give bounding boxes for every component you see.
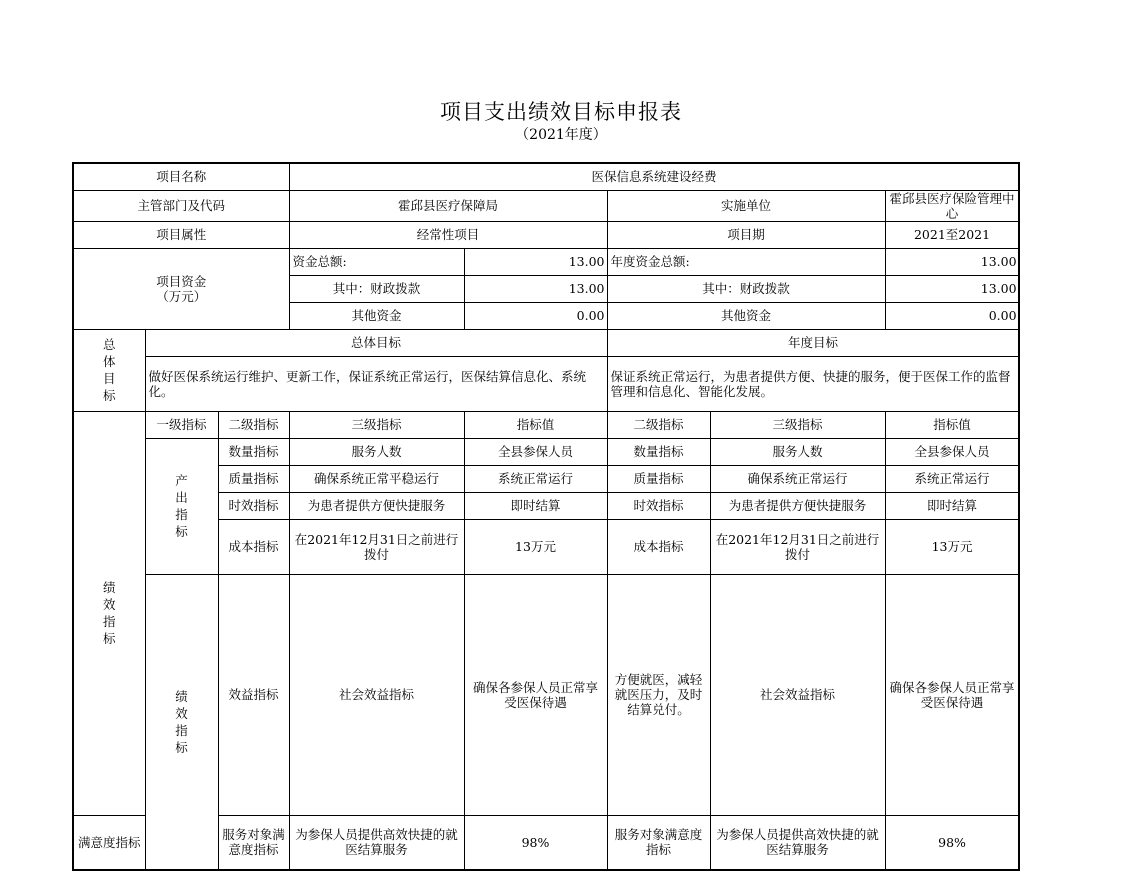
table-cell: 98% xyxy=(464,815,607,870)
other-funds-value: 0.00 xyxy=(464,302,607,329)
header-level2-annual: 二级指标 xyxy=(607,411,710,438)
perf-indicator-char: 效 xyxy=(102,597,116,612)
funds-label-line1: 项目资金 xyxy=(156,273,207,289)
page-title: 项目支出绩效目标申报表 xyxy=(440,100,682,124)
table-cell: 时效指标 xyxy=(607,492,710,519)
table-cell: 成本指标 xyxy=(218,519,289,574)
table-cell: 社会效益指标 xyxy=(289,574,464,815)
benefit-indicator-label: 效益指标 xyxy=(218,574,289,815)
table-cell: 确保系统正常平稳运行 xyxy=(289,465,464,492)
perf-indicator-char: 绩 xyxy=(175,688,188,704)
annual-other-funds-label: 其他资金 xyxy=(607,302,885,329)
output-indicator-label xyxy=(145,438,218,574)
table-cell: 13万元 xyxy=(464,519,607,574)
table-cell: 全县参保人员 xyxy=(885,438,1019,465)
output-indicator-char: 标 xyxy=(175,524,188,539)
table-cell: 确保各参保人员正常享受医保待遇 xyxy=(464,574,607,815)
perf-indicator-char: 效 xyxy=(175,705,188,721)
annual-fiscal-funds-label: 其中：财政拨款 xyxy=(607,275,885,302)
perf-indicator-char: 指 xyxy=(175,722,188,738)
project-attr-value: 经常性项目 xyxy=(289,221,607,248)
perf-indicator-char: 标 xyxy=(102,631,116,646)
table-cell: 即时结算 xyxy=(464,492,607,519)
overall-goals-char: 目 xyxy=(102,371,116,386)
page-subtitle: （2021年度） xyxy=(515,127,607,143)
project-name-value: 医保信息系统建设经费 xyxy=(289,163,1019,190)
annual-goal-text: 保证系统正常运行，为患者提供方便、快捷的服务，便于医保工作的监督管理和信息化、智能化发展。 xyxy=(607,356,1019,411)
overall-goals-label xyxy=(73,329,145,411)
table-cell: 数量指标 xyxy=(607,438,710,465)
table-cell: 时效指标 xyxy=(218,492,289,519)
table-cell: 在2021年12月31日之前进行拨付 xyxy=(710,519,885,574)
project-period-label: 项目期 xyxy=(607,221,885,248)
table-cell: 在2021年12月31日之前进行拨付 xyxy=(289,519,464,574)
table-cell: 服务人数 xyxy=(289,438,464,465)
overall-goals-char: 总 xyxy=(102,337,116,352)
annual-total-funds-value: 13.00 xyxy=(885,248,1019,275)
overall-goal-text: 做好医保系统运行维护、更新工作，保证系统正常运行，医保结算信息化、系统化。 xyxy=(145,356,607,411)
table-cell: 即时结算 xyxy=(885,492,1019,519)
total-funds-value: 13.00 xyxy=(464,248,607,275)
perf-indicator-label xyxy=(73,411,145,815)
header-value-annual: 指标值 xyxy=(885,411,1019,438)
project-name-label: 项目名称 xyxy=(73,163,289,190)
annual-goal-header: 年度目标 xyxy=(607,329,1019,356)
fiscal-funds-label: 其中：财政拨款 xyxy=(289,275,464,302)
table-cell: 数量指标 xyxy=(218,438,289,465)
total-funds-label: 资金总额: xyxy=(289,248,464,275)
project-period-value: 2021至2021 xyxy=(885,221,1019,248)
output-indicator-char: 产 xyxy=(175,473,188,488)
dept-label: 主管部门及代码 xyxy=(73,190,289,221)
table-cell: 确保各参保人员正常享受医保待遇 xyxy=(885,574,1019,815)
perf-indicator-char: 标 xyxy=(175,739,188,755)
project-attr-label: 项目属性 xyxy=(73,221,289,248)
perf-indicator-char: 指 xyxy=(102,614,116,629)
overall-goals-char: 标 xyxy=(102,388,116,403)
funds-label-line2: （万元） xyxy=(156,288,207,304)
header-value: 指标值 xyxy=(464,411,607,438)
table-cell: 质量指标 xyxy=(607,465,710,492)
table-cell: 为患者提供方便快捷服务 xyxy=(289,492,464,519)
annual-fiscal-funds-value: 13.00 xyxy=(885,275,1019,302)
table-cell: 服务对象满意度指标 xyxy=(607,815,710,870)
annual-total-funds-label: 年度资金总额: xyxy=(607,248,885,275)
funds-label xyxy=(73,248,289,329)
table-cell: 13万元 xyxy=(885,519,1019,574)
impl-unit-label: 实施单位 xyxy=(607,190,885,221)
fiscal-funds-value: 13.00 xyxy=(464,275,607,302)
overall-goal-header: 总体目标 xyxy=(145,329,607,356)
other-funds-label: 其他资金 xyxy=(289,302,464,329)
table-cell: 服务人数 xyxy=(710,438,885,465)
perf-indicator-char: 绩 xyxy=(102,580,116,595)
satisfaction-indicator-label: 满意度指标 xyxy=(73,815,145,870)
overall-goals-char: 体 xyxy=(102,354,116,369)
table-cell: 系统正常运行 xyxy=(885,465,1019,492)
table-cell: 为参保人员提供高效快捷的就医结算服务 xyxy=(289,815,464,870)
table-cell: 为患者提供方便快捷服务 xyxy=(710,492,885,519)
impl-unit-value: 霍邱县医疗保险管理中心 xyxy=(885,190,1019,221)
perf-indicator-label-2 xyxy=(145,574,218,870)
table-cell: 全县参保人员 xyxy=(464,438,607,465)
table-cell: 系统正常运行 xyxy=(464,465,607,492)
table-cell: 方便就医，减轻就医压力，及时结算兑付。 xyxy=(607,574,710,815)
header-level2: 二级指标 xyxy=(218,411,289,438)
output-indicator-char: 指 xyxy=(175,507,188,522)
table-cell: 98% xyxy=(885,815,1019,870)
table-cell: 社会效益指标 xyxy=(710,574,885,815)
performance-target-table xyxy=(72,162,1020,871)
dept-value: 霍邱县医疗保障局 xyxy=(289,190,607,221)
header-level3: 三级指标 xyxy=(289,411,464,438)
table-cell: 确保系统正常运行 xyxy=(710,465,885,492)
table-cell: 为参保人员提供高效快捷的就医结算服务 xyxy=(710,815,885,870)
header-level1: 一级指标 xyxy=(145,411,218,438)
annual-other-funds-value: 0.00 xyxy=(885,302,1019,329)
table-cell: 服务对象满意度指标 xyxy=(218,815,289,870)
table-cell: 质量指标 xyxy=(218,465,289,492)
table-cell: 成本指标 xyxy=(607,519,710,574)
output-indicator-char: 出 xyxy=(175,490,188,505)
header-level3-annual: 三级指标 xyxy=(710,411,885,438)
